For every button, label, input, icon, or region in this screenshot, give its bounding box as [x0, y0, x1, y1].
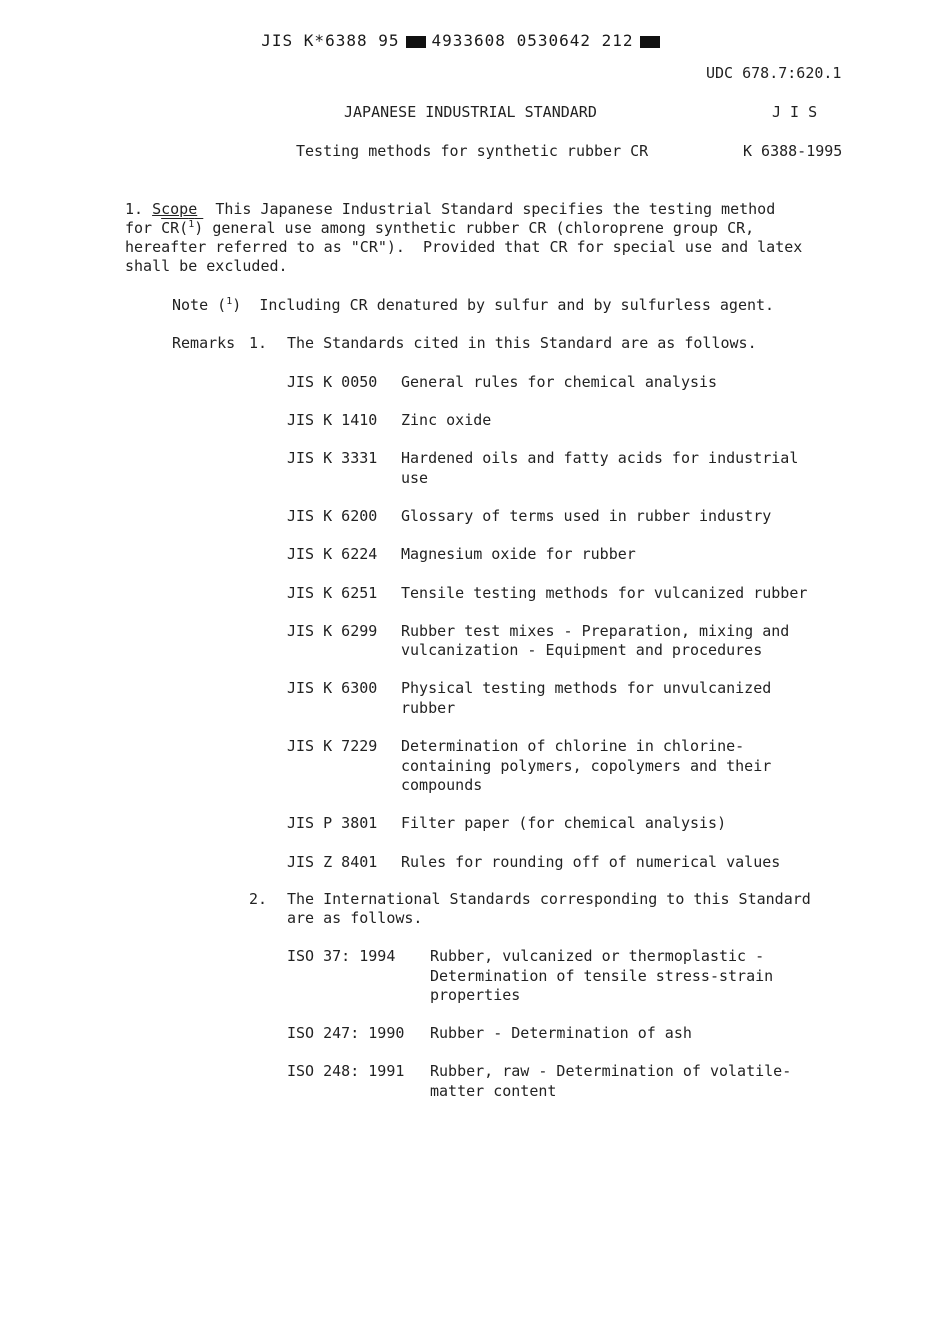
redaction-block-2	[640, 36, 660, 48]
document-number: K 6388-1995	[743, 142, 843, 160]
header-code-mid: 4933608 0530642 212	[431, 31, 634, 50]
header-code-left: JIS K*6388 95	[261, 31, 400, 50]
reference-description: Rules for rounding off of numerical values	[401, 852, 781, 871]
document-header-code	[240, 12, 666, 50]
reference-description: Hardened oils and fatty acids for industrial	[401, 449, 799, 468]
reference-code: JIS K 6251	[287, 583, 378, 602]
remarks-item2-line-1: The International Standards corresponding to this Standard	[287, 890, 811, 908]
document-title: Testing methods for synthetic rubber CR	[296, 142, 649, 160]
reference-description: properties	[430, 986, 521, 1004]
reference-description: Filter paper (for chemical analysis)	[401, 814, 727, 833]
reference-description: Physical testing methods for unvulcanized	[401, 679, 772, 698]
remarks-label: Remarks	[172, 334, 236, 352]
reference-code: JIS K 1410	[287, 411, 378, 430]
reference-description: compounds	[401, 776, 483, 795]
scope-line-3: hereafter referred to as "CR"). Provided that CR for special use and latex	[125, 238, 803, 256]
remarks-item2-line-2: are as follows.	[287, 909, 423, 927]
reference-description: Rubber, raw - Determination of volatile-	[430, 1062, 792, 1081]
reference-code: JIS K 6200	[287, 507, 378, 526]
reference-code: JIS K 6300	[287, 679, 378, 698]
reference-description: Magnesium oxide for rubber	[401, 545, 636, 564]
scope-text-1: This Japanese Industrial Standard specifies the testing method	[215, 200, 776, 218]
note	[172, 296, 774, 315]
reference-description: Rubber test mixes - Preparation, mixing and	[401, 621, 790, 640]
scope-heading: Scope	[152, 200, 198, 218]
scope-line-4: shall be excluded.	[125, 257, 288, 275]
reference-description: use	[401, 468, 429, 487]
reference-code: JIS K 0050	[287, 373, 378, 391]
reference-description: Glossary of terms used in rubber industry	[401, 507, 772, 526]
note-text: Including CR denatured by sulfur and by sulfurless agent.	[259, 296, 775, 314]
reference-description: rubber	[401, 698, 456, 717]
reference-code: JIS K 3331	[287, 449, 378, 468]
reference-code: JIS K 6224	[287, 545, 378, 564]
footnote-reference[interactable]: CR($^1$)	[161, 219, 204, 237]
remarks-item1-number: 1.	[249, 334, 268, 352]
remarks-item2-number: 2.	[249, 890, 268, 908]
reference-description: Rubber - Determination of ash	[430, 1024, 692, 1043]
reference-description: Zinc oxide	[401, 411, 492, 430]
reference-code: JIS Z 8401	[287, 852, 378, 871]
reference-description: Tensile testing methods for vulcanized rubber	[401, 583, 808, 602]
reference-code: ISO 248: 1991	[287, 1062, 405, 1081]
udc-code: UDC 678.7:620.1	[706, 64, 842, 82]
reference-description: General rules for chemical analysis	[401, 373, 718, 391]
reference-code: ISO 37: 1994	[287, 947, 396, 965]
standard-title: JAPANESE INDUSTRIAL STANDARD	[344, 103, 597, 121]
reference-description: matter content	[430, 1081, 557, 1100]
reference-description: vulcanization - Equipment and procedures	[401, 641, 763, 660]
redaction-block-1	[406, 36, 426, 48]
reference-description: Rubber, vulcanized or thermoplastic -	[430, 947, 765, 965]
scope-number: 1.	[125, 200, 144, 218]
reference-description: containing polymers, copolymers and their	[401, 756, 772, 775]
reference-description: Determination of chlorine in chlorine-	[401, 737, 745, 756]
note-label: Note ($^1$)	[172, 296, 242, 314]
scope-line-2: for CR($^1$) general use among synthetic rubber CR (chloroprene group CR,	[125, 219, 755, 237]
reference-code: JIS P 3801	[287, 814, 378, 833]
reference-code: ISO 247: 1990	[287, 1024, 405, 1043]
remarks-item1-text: The Standards cited in this Standard are as follows.	[287, 334, 757, 352]
scope-line-1	[125, 200, 775, 219]
reference-description: Determination of tensile stress-strain	[430, 966, 774, 985]
jis-mark: J I S	[772, 103, 818, 121]
reference-code: JIS K 7229	[287, 737, 378, 756]
reference-code: JIS K 6299	[287, 621, 378, 640]
